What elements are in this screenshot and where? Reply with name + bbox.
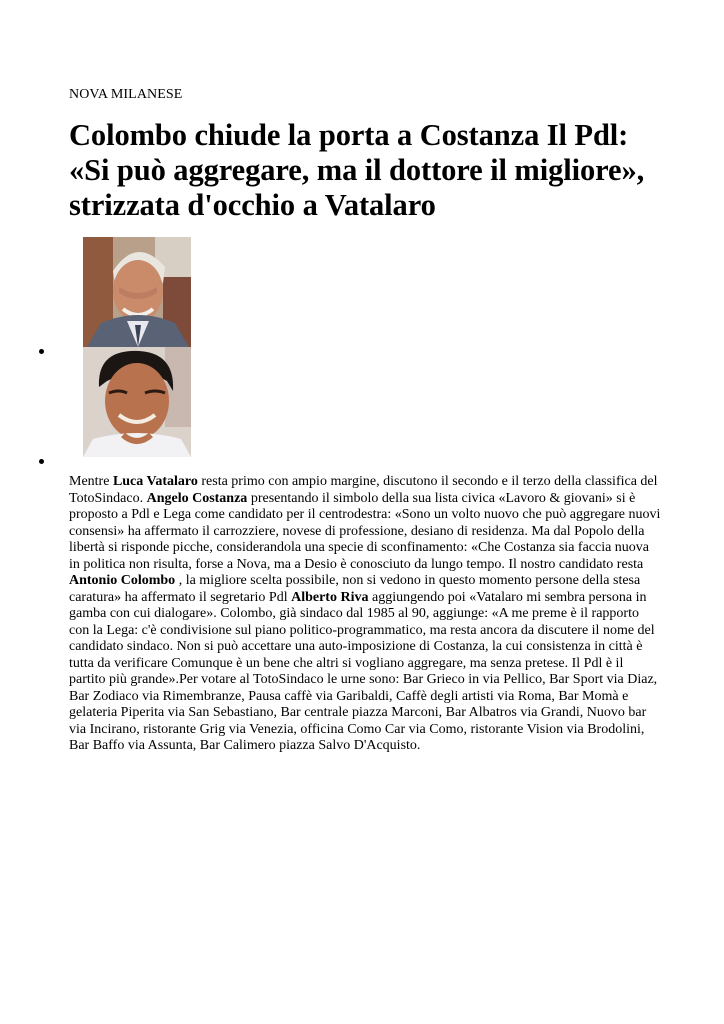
photo-list-item bbox=[39, 237, 269, 347]
body-text-segment: Mentre bbox=[69, 474, 113, 489]
body-text-segment: aggiungendo poi «Vatalaro mi sembra persona in gamba con cui dialogare». Colombo, già sindaco dal 1985 al 90, aggiunge: «A me preme è il rapporto con la Lega: c'è condivisione sul piano politico-programmatico, ma resta ancora da discutere il nome del candidato sindaco. Non si può accettare una auto-imposizione di Costanza, la cui consistenza in città è tutta da verificare Comunque è un bene che altri si vogliano aggregare, ma senza pretese. Il Pdl è il partito più grande».Per votare al TotoSindaco le urne sono: Bar Grieco in via Pellico, Bar Sport via Diaz, Bar Zodiaco via Rimembranze, Pausa caffè via Garibaldi, Caffè degli artisti via Roma, Bar Momà e gelateria Piperita via San Sebastiano, Bar centrale piazza Marconi, Bar Albatros via Grandi, Nuovo bar via Incirano, ristorante Grig via Venezia, officina Como Car via Como, ristorante Vision via Brodolini, Bar Baffo via Assunta, Bar Calimero piazza Salvo D'Acquisto. bbox=[69, 589, 658, 753]
photo-list-item bbox=[39, 347, 269, 457]
photo-list bbox=[39, 237, 269, 457]
body-text-segment: presentando il simbolo della sua lista civica «Lavoro & giovani» si è proposto a Pdl e Lega come candidato per il centrodestra: «Sono un volto nuovo che può aggregare nuovi consensi» ha affermato il carrozziere, novese di professione, desiano di residenza. Ma dal Popolo della libertà si risponde picche, considerandola una specie di sconfinamento: «Che Costanza sia faccia nuova in politica non risulta, forse a Nova, ma a Desio è conosciuto da lungo tempo. Il nostro candidato resta bbox=[69, 490, 661, 572]
person-name-vatalaro: Luca Vatalaro bbox=[112, 474, 198, 489]
article-headline: Colombo chiude la porta a Costanza Il Pdl: «Si può aggregare, ma il dottore il migliore», strizzata d'occhio a Vatalaro bbox=[69, 118, 645, 222]
article-body bbox=[69, 474, 661, 755]
photo-younger-man bbox=[83, 347, 191, 457]
photo-older-man bbox=[83, 237, 191, 347]
body-text-segment: resta primo con ampio margine, discutono il secondo e il terzo della classifica del TotoSindaco. bbox=[69, 474, 658, 506]
person-name-colombo: Antonio Colombo bbox=[69, 573, 176, 588]
person-name-costanza: Angelo Costanza bbox=[146, 490, 248, 506]
body-text-segment: , la migliore scelta possibile, non si vedono in questo momento persone della stesa caratura» ha affermato il segretario Pdl bbox=[69, 573, 641, 605]
person-name-riva: Alberto Riva bbox=[291, 589, 369, 605]
section-label: NOVA MILANESE bbox=[69, 87, 183, 102]
bullet-icon bbox=[39, 459, 44, 464]
